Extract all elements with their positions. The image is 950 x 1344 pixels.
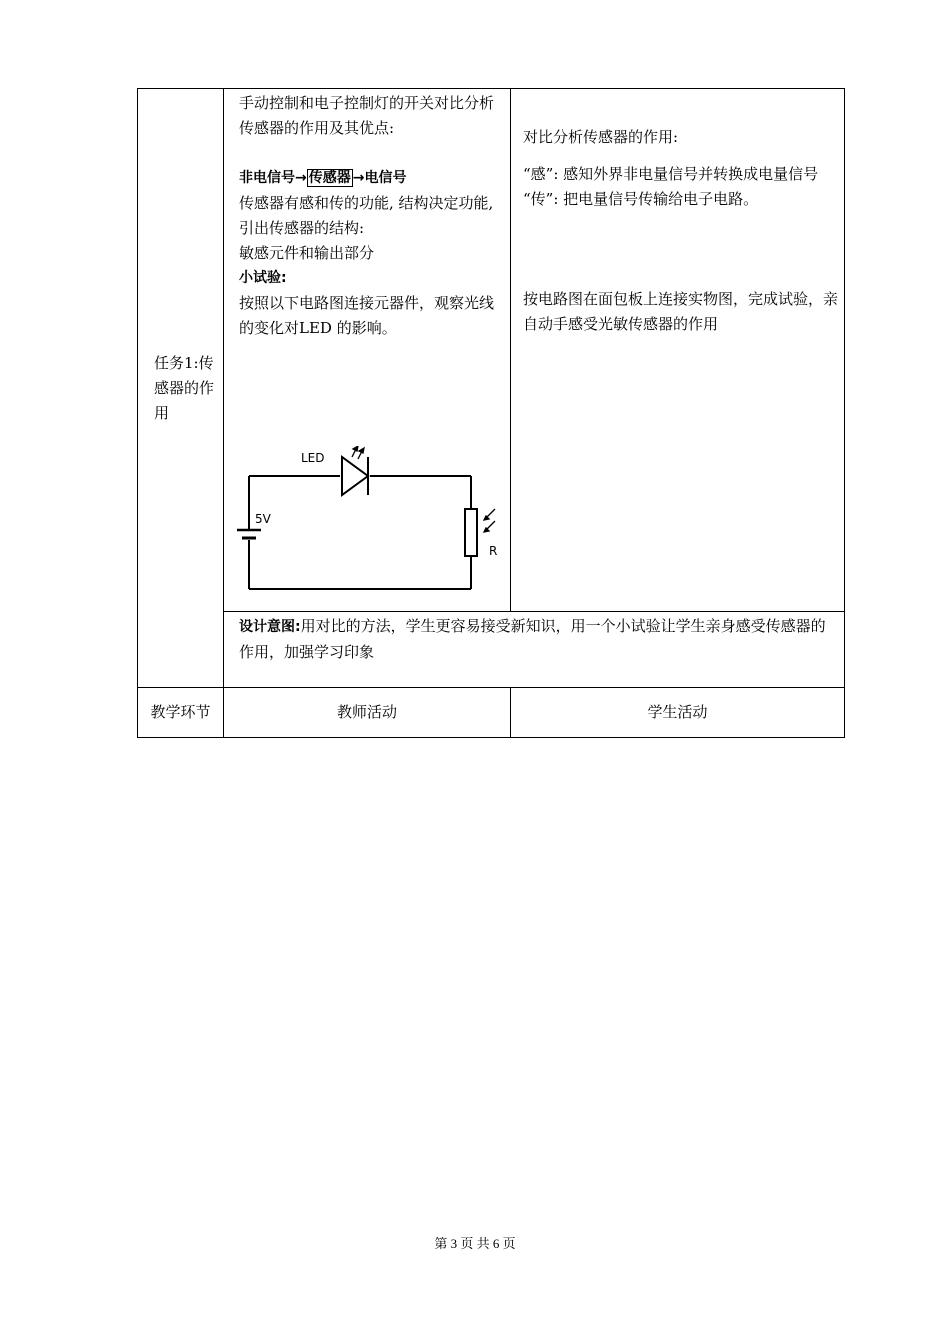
- task-row: [138, 89, 845, 612]
- task-label-cell: [138, 89, 224, 688]
- experiment-title: 小试验:: [239, 270, 287, 286]
- page-footer: 第 3 页 共 6 页: [434, 1236, 516, 1251]
- design-text: 用对比的方法，学生更容易接受新知识，用一个小试验让学生亲身感受传感器的作用，加强学习印象: [239, 617, 826, 661]
- circuit-diagram: [237, 446, 499, 596]
- resistor-label: R: [489, 544, 498, 558]
- design-intent-cell: [224, 612, 845, 688]
- design-label: 设计意图:: [239, 619, 301, 635]
- teacher-intro: 手动控制和电子控制灯的开关对比分析传感器的作用及其优点:: [239, 94, 495, 137]
- light-arrows: [484, 509, 495, 532]
- student-activity-cell: [511, 89, 845, 612]
- teacher-activity-cell: [224, 89, 511, 612]
- flow-arrow2: →: [352, 170, 365, 186]
- student-gan: “感”: 感知外界非电量信号并转换成电量信号: [523, 165, 819, 183]
- design-row: [138, 612, 845, 688]
- flow-part1: 非电信号: [239, 170, 295, 186]
- led-emission-arrows: [352, 446, 364, 459]
- teacher-structure: 传感器有感和传的功能, 结构决定功能, 引出传感器的结构:: [239, 194, 494, 237]
- section-header: 教学环节: [150, 703, 211, 721]
- section-header-cell: [138, 688, 224, 738]
- led-label: LED: [301, 451, 325, 465]
- teacher-header-cell: [224, 688, 511, 738]
- signal-flow: [239, 166, 504, 191]
- led-triangle: [342, 457, 368, 495]
- flow-sensor-box: 传感器: [308, 170, 351, 186]
- flow-part2: 电信号: [364, 170, 407, 186]
- student-intro: 对比分析传感器的作用:: [523, 128, 679, 146]
- student-chuan: “传”: 把电量信号传输给电子电路。: [523, 190, 759, 208]
- student-header-cell: [511, 688, 845, 738]
- task-label: 任务1:传感器的作用: [154, 353, 215, 422]
- resistor-body: [465, 509, 477, 556]
- student-experiment: 按电路图在面包板上连接实物图，完成试验，亲自动手感受光敏传感器的作用: [523, 290, 839, 333]
- student-header: 学生活动: [647, 703, 708, 721]
- header-row: [138, 688, 845, 738]
- flow-arrow1: →: [295, 170, 307, 186]
- battery-label: 5V: [255, 512, 271, 526]
- lesson-table: [137, 88, 845, 738]
- experiment-text: 按照以下电路图连接元器件，观察光线的变化对LED 的影响。: [239, 294, 495, 337]
- teacher-header: 教师活动: [336, 703, 397, 721]
- teacher-parts: 敏感元件和输出部分: [239, 244, 375, 262]
